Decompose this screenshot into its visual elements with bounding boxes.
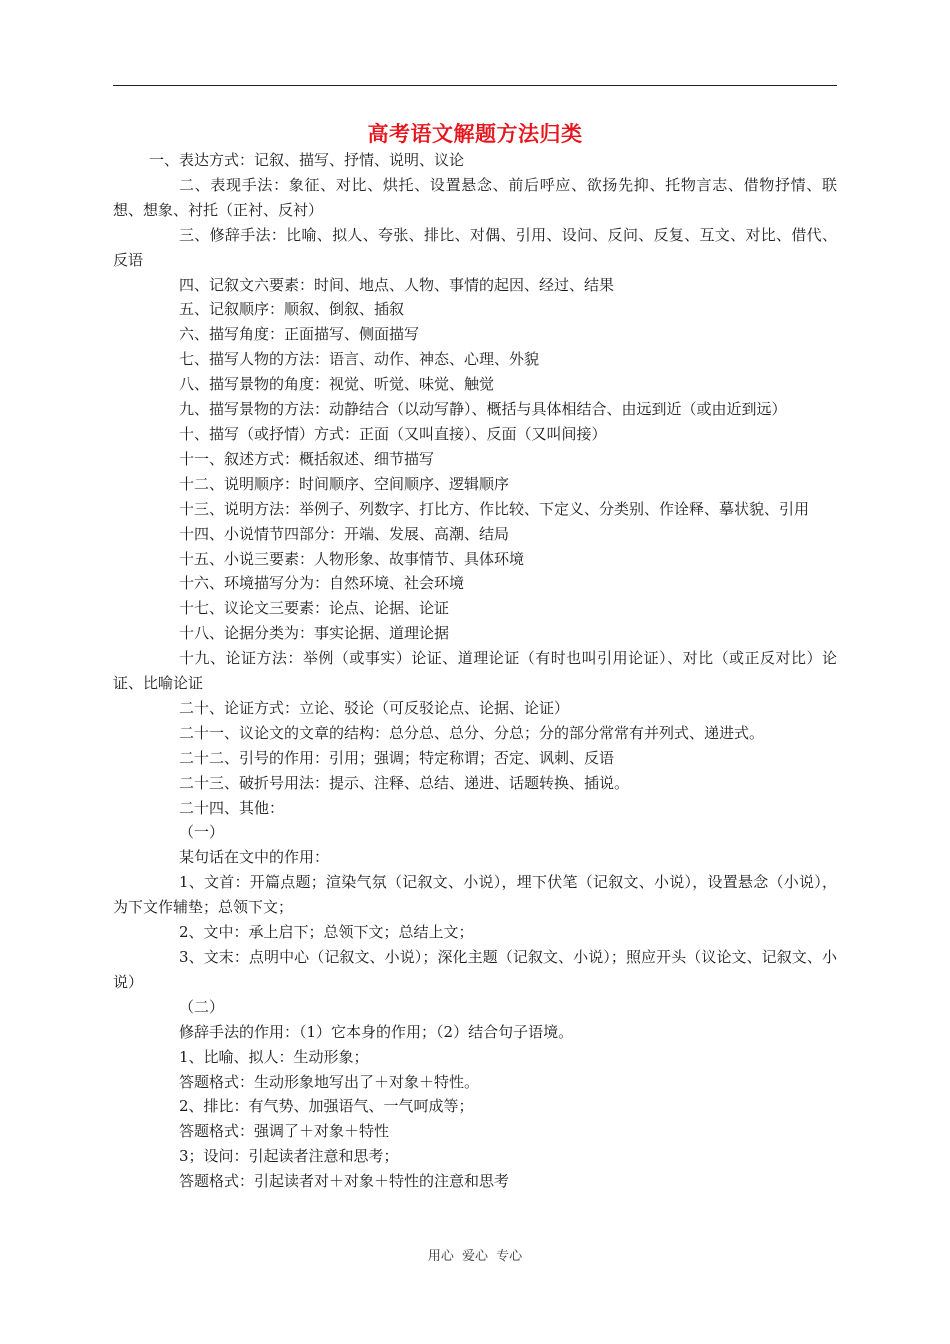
paragraph: 七、描写人物的方法：语言、动作、神态、心理、外貌: [179, 350, 540, 369]
paragraph: 答题格式：强调了＋对象＋特性: [179, 1122, 390, 1141]
paragraph: 3；设问：引起读者注意和思考；: [179, 1147, 399, 1166]
paragraph: （一）: [179, 823, 225, 842]
paragraph: 答题格式：生动形象地写出了＋对象＋特性。: [179, 1072, 480, 1091]
paragraph: 九、描写景物的方法：动静结合（以动写静）、概括与具体相结合、由远到近（或由近到远）: [179, 400, 787, 419]
paragraph: 某句话在文中的作用：: [179, 848, 330, 867]
document-body: [113, 148, 837, 1194]
paragraph: 八、描写景物的角度：视觉、听觉、味觉、触觉: [179, 375, 495, 394]
paragraph: 十九、论证方法：举例（或事实）论证、道理论证（有时也叫引用论证）、对比（或正反对比）论证、比喻论证: [113, 649, 837, 693]
paragraph: 2、排比：有气势、加强语气、一气呵成等；: [179, 1097, 474, 1116]
paragraph: 十七、议论文三要素：论点、论据、论证: [179, 599, 450, 618]
document-title: 高考语文解题方法归类: [367, 121, 583, 146]
paragraph: 二十、论证方式：立论、驳论（可反驳论点、论据、论证）: [179, 698, 570, 717]
header-rule: [113, 85, 837, 86]
paragraph: 1、文首：开篇点题；渲染气氛（记叙文、小说），埋下伏笔（记叙文、小说），设置悬念（小说），为下文作辅垫；总领下文；: [113, 873, 837, 917]
paragraph: 十、描写（或抒情）方式：正面（又叫直接）、反面（又叫间接）: [179, 424, 607, 443]
paragraph: 五、记叙顺序：顺叙、倒叙、插叙: [179, 300, 405, 319]
paragraph: 二十三、破折号用法：提示、注释、总结、递进、话题转换、插说。: [179, 773, 630, 792]
paragraph: 答题格式：引起读者对＋对象＋特性的注意和思考: [179, 1172, 510, 1191]
paragraph: 二、表现手法：象征、对比、烘托、设置悬念、前后呼应、欲扬先抑、托物言志、借物抒情、联想、想象、衬托（正衬、反衬）: [113, 175, 837, 219]
paragraph: 六、描写角度：正面描写、侧面描写: [179, 325, 420, 344]
paragraph: 三、修辞手法：比喻、拟人、夸张、排比、对偶、引用、设问、反问、反复、互文、对比、借代、反语: [113, 225, 837, 269]
paragraph: 一、表达方式：记叙、描写、抒情、说明、议论: [149, 151, 465, 169]
paragraph: 修辞手法的作用：（1）它本身的作用；（2）结合句子语境。: [179, 1022, 574, 1041]
paragraph: 十五、小说三要素：人物形象、故事情节、具体环境: [179, 549, 525, 568]
paragraph: 十二、说明顺序：时间顺序、空间顺序、逻辑顺序: [179, 474, 510, 493]
paragraph: 1、比喻、拟人：生动形象；: [179, 1047, 369, 1066]
paragraph: 二十四、其他：: [179, 798, 285, 817]
paragraph: 十三、说明方法：举例子、列数字、打比方、作比较、下定义、分类别、作诠释、摹状貌、引用: [179, 499, 810, 518]
paragraph: 3、文末：点明中心（记叙文、小说）；深化主题（记叙文、小说）；照应开头（议论文、记叙文、小说）: [113, 948, 837, 991]
paragraph: 十六、环境描写分为：自然环境、社会环境: [179, 574, 465, 593]
paragraph: 2、文中：承上启下；总领下文；总结上文；: [179, 923, 474, 942]
page-footer: 用心 爱心 专心: [427, 1249, 523, 1264]
paragraph: 二十一、议论文的文章的结构：总分总、总分、分总；分的部分常常有并列式、递进式。: [179, 723, 765, 742]
paragraph: 四、记叙文六要素：时间、地点、人物、事情的起因、经过、结果: [179, 275, 615, 294]
paragraph: 十八、论据分类为：事实论据、道理论据: [179, 624, 450, 643]
paragraph: 十一、叙述方式：概括叙述、细节描写: [179, 449, 435, 468]
paragraph: 二十二、引号的作用：引用；强调；特定称谓；否定、讽刺、反语: [179, 748, 615, 767]
paragraph: 十四、小说情节四部分：开端、发展、高潮、结局: [179, 524, 510, 543]
paragraph: （二）: [179, 997, 225, 1016]
